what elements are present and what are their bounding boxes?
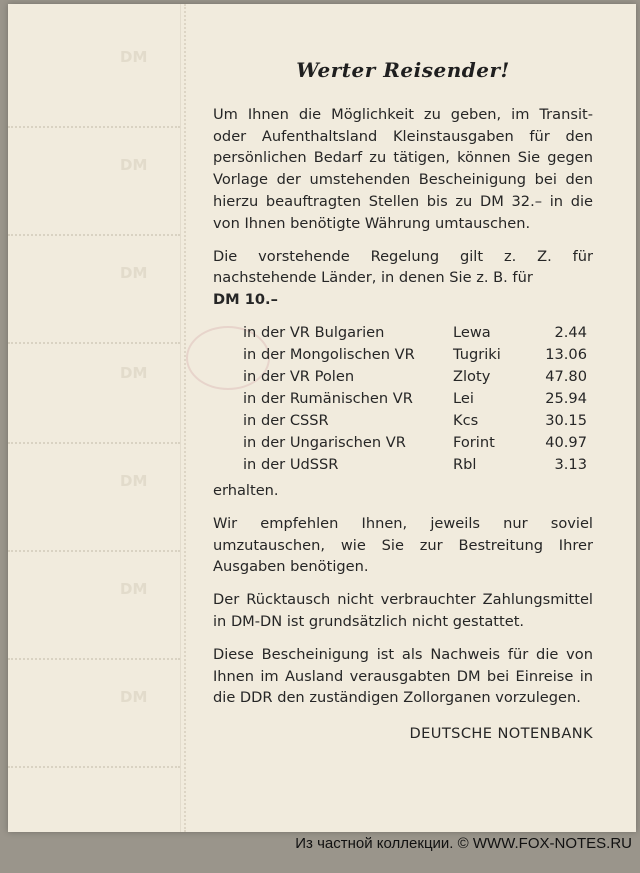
rate-row bbox=[243, 454, 587, 476]
perforation-line bbox=[184, 4, 186, 832]
rate-currency: Lewa bbox=[453, 323, 491, 341]
amount-label: DM 10.– bbox=[213, 291, 278, 309]
coupon-stub bbox=[8, 4, 181, 832]
rate-country: in der VR Polen bbox=[243, 367, 355, 385]
rate-currency: Lei bbox=[453, 389, 474, 407]
rate-country: in der UdSSR bbox=[243, 455, 339, 473]
issuer-signature: DEUTSCHE NOTENBANK bbox=[409, 725, 593, 743]
rate-currency: Zloty bbox=[453, 367, 491, 385]
coupon-ghost-mark: DM bbox=[120, 364, 148, 382]
coupon-row bbox=[8, 658, 180, 768]
rate-country: in der CSSR bbox=[243, 411, 329, 429]
rate-row bbox=[243, 322, 587, 344]
coupon-row bbox=[8, 334, 180, 444]
coupon-row bbox=[8, 126, 180, 236]
coupon-ghost-mark: DM bbox=[120, 48, 148, 66]
coupon-row bbox=[8, 442, 180, 552]
rate-value: 25.94 bbox=[545, 389, 587, 407]
rate-currency: Kcs bbox=[453, 411, 479, 429]
paragraph-regulation bbox=[213, 246, 593, 311]
rate-value: 3.13 bbox=[554, 455, 587, 473]
exchange-rate-table bbox=[243, 322, 587, 476]
rate-row bbox=[243, 344, 587, 366]
coupon-ghost-mark: DM bbox=[120, 688, 148, 706]
rate-currency: Forint bbox=[453, 433, 495, 451]
paragraph-proof: Diese Bescheinigung ist als Nachweis für die von Ihnen im Ausland verausgabten DM bei Einreise in die DDR den zuständigen Zollorganen vorzulegen. bbox=[213, 645, 593, 707]
rate-currency: Rbl bbox=[453, 455, 477, 473]
rate-row bbox=[243, 366, 587, 388]
coupon-ghost-mark: DM bbox=[120, 580, 148, 598]
document-text bbox=[213, 60, 593, 745]
collection-caption: Из частной коллекции. © WWW.FOX-NOTES.RU bbox=[295, 835, 632, 852]
coupon-ghost-mark: DM bbox=[120, 264, 148, 282]
document-title: Werter Reisender! bbox=[296, 58, 510, 82]
coupon-ghost-mark: DM bbox=[120, 472, 148, 490]
rate-country: in der VR Bulgarien bbox=[243, 323, 385, 341]
rate-row bbox=[243, 388, 587, 410]
coupon-ghost-mark: DM bbox=[120, 156, 148, 174]
paragraph-reexchange: Der Rücktausch nicht verbrauchter Zahlungsmittel in DM-DN ist grundsätzlich nicht gestattet. bbox=[213, 591, 593, 630]
rate-currency: Tugriki bbox=[453, 345, 501, 363]
rate-row bbox=[243, 432, 587, 454]
coupon-row bbox=[8, 18, 180, 128]
paragraph-intro: Um Ihnen die Möglichkeit zu geben, im Transit- oder Aufenthaltsland Kleinstausgaben für den persönlichen Bedarf zu tätigen, können Sie gegen Vorlage der umstehenden Bescheinigung bei den hierzu beauftragten Stellen bis zu DM 32.– in die von Ihnen benötigte Währung umtauschen. bbox=[213, 105, 593, 232]
rate-country: in der Ungarischen VR bbox=[243, 433, 406, 451]
coupon-row bbox=[8, 550, 180, 660]
regulation-text: Die vorstehende Regelung gilt z. Z. für nachstehende Länder, in denen Sie z. B. für bbox=[213, 247, 593, 287]
rate-value: 2.44 bbox=[554, 323, 587, 341]
rate-value: 40.97 bbox=[545, 433, 587, 451]
rate-value: 13.06 bbox=[545, 345, 587, 363]
rate-value: 47.80 bbox=[545, 367, 587, 385]
paragraph-recommendation: Wir empfehlen Ihnen, jeweils nur soviel umzutauschen, wie Sie zur Bestreitung Ihrer Ausgaben benötigen. bbox=[213, 514, 593, 576]
rate-country: in der Mongolischen VR bbox=[243, 345, 415, 363]
rate-country: in der Rumänischen VR bbox=[243, 389, 413, 407]
rate-row bbox=[243, 410, 587, 432]
paragraph-receive: erhalten. bbox=[213, 481, 279, 499]
rate-value: 30.15 bbox=[545, 411, 587, 429]
coupon-row bbox=[8, 234, 180, 344]
